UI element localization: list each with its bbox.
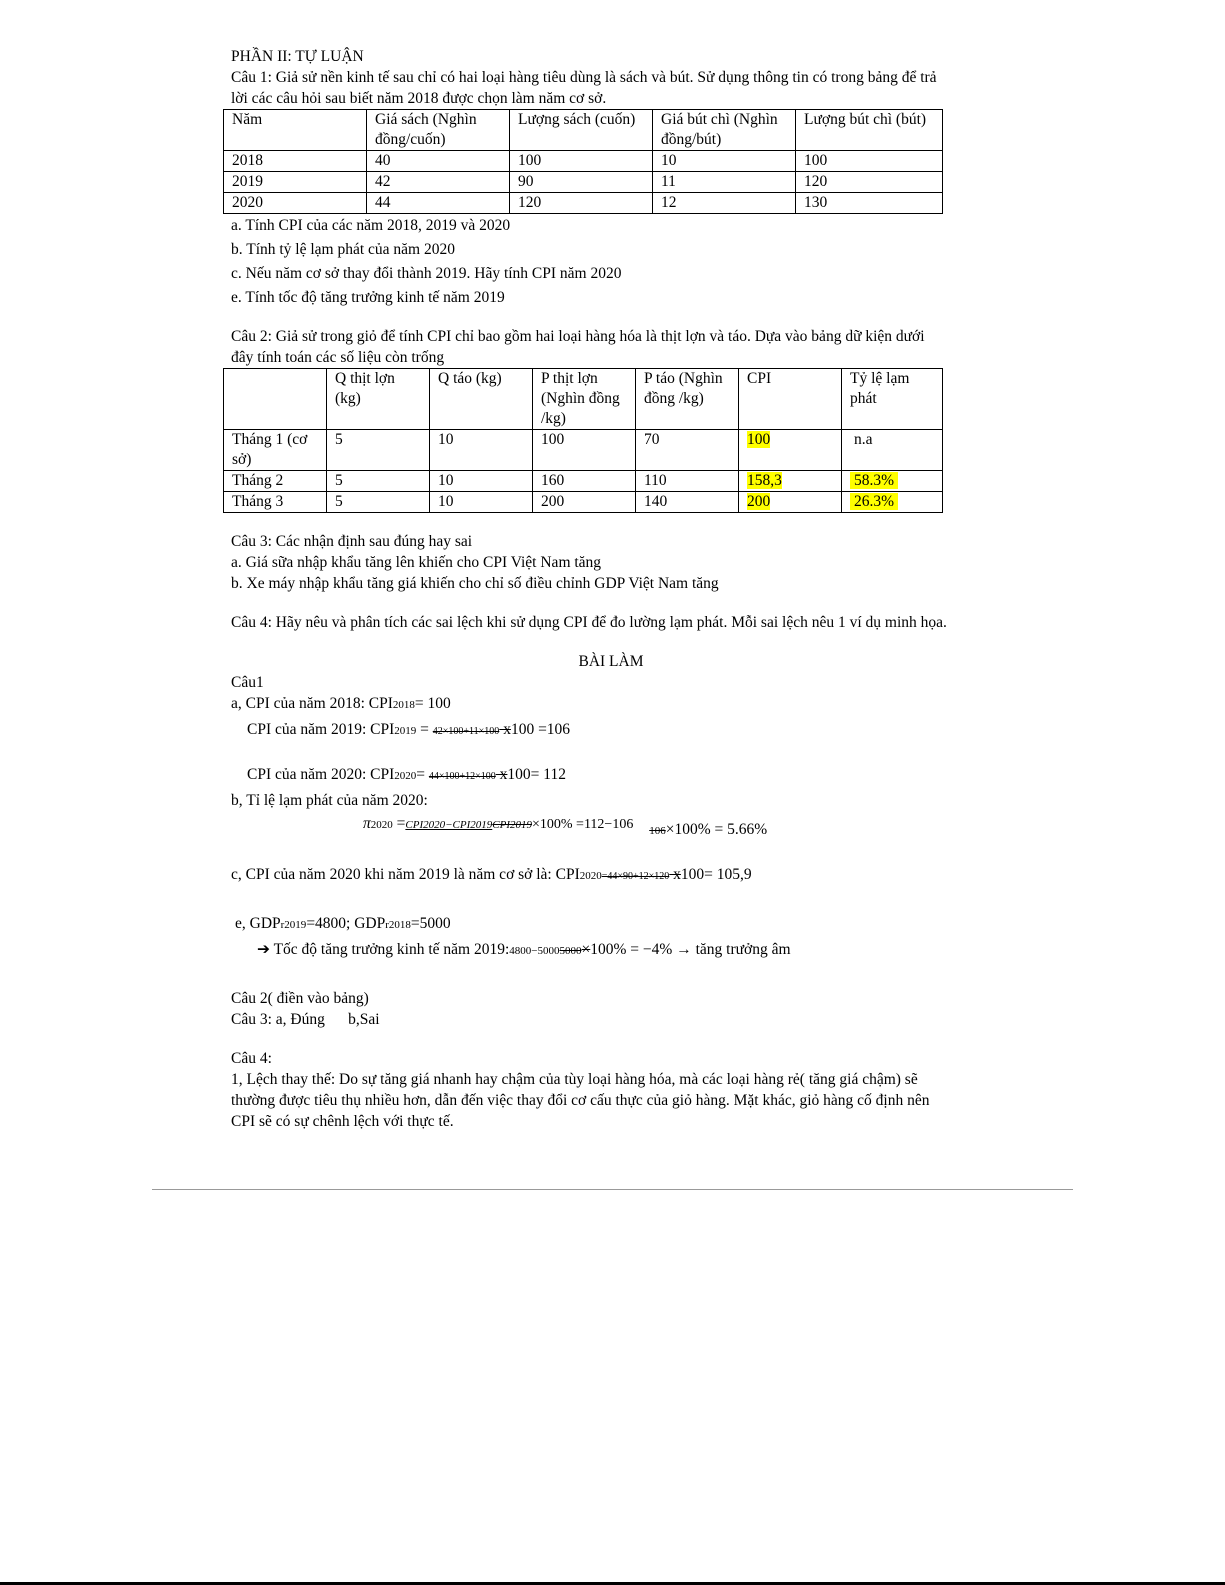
cpi-2020-line: CPI của năm 2020: CPI2020= 44×100+12×100 x100= 112 <box>247 766 566 783</box>
table-cell: 2020 <box>224 193 367 214</box>
answer-cau4-p3: CPI sẽ có sự chênh lệch với thực tế. <box>231 1113 454 1130</box>
q1-table <box>223 109 943 214</box>
gdp-line <box>231 913 991 936</box>
header-cell: Lượng sách (cuốn) <box>510 110 653 151</box>
header-cell: Q thịt lợn (kg) <box>327 369 430 430</box>
highlighted-value: 26.3% <box>850 493 898 510</box>
fraction-text: =44×90+12×120 <box>601 871 670 882</box>
answer-cau4: Câu 4: <box>231 1050 272 1067</box>
inflation-value: ×100% = 5.66% <box>665 821 768 838</box>
cpi-2018-value: = 100 <box>414 695 451 712</box>
gdp-end: =5000 <box>410 915 451 932</box>
q2-table <box>223 368 943 513</box>
table-row <box>224 151 943 172</box>
cpi-2019-label: CPI của năm 2019: CPI <box>247 721 395 738</box>
subscript: r2019 <box>280 919 307 931</box>
spacer <box>231 887 991 913</box>
q4-text: Câu 4: Hãy nêu và phân tích các sai lệch khi sử dụng CPI để đo lường lạm phát. Mỗi sai lệch nêu 1 ví dụ minh họa. <box>231 614 947 631</box>
table-cell: 110 <box>636 471 739 492</box>
cpi-base2019-line: c, CPI của năm 2020 khi năm 2019 là năm cơ sở là: CPI2020=44×90+12×120 x100= 105,9 <box>231 866 752 883</box>
q1-text-line2: lời các câu hỏi sau biết năm 2018 được chọn làm năm cơ sở. <box>231 90 607 107</box>
cpi-2020-value: 100= 112 <box>507 766 566 783</box>
table-cell: 10 <box>430 471 533 492</box>
q3-item-b: b. Xe máy nhập khẩu tăng giá khiến cho chỉ số điều chỉnh GDP Việt Nam tăng <box>231 575 719 592</box>
answer-cau2: Câu 2( điền vào bảng) <box>231 990 369 1007</box>
equals-sign: = <box>396 815 406 832</box>
part-title: PHẦN II: TỰ LUẬN <box>231 48 364 65</box>
table-cell: 160 <box>533 471 636 492</box>
q1-item-e: e. Tính tốc độ tăng trưởng kinh tế năm 2019 <box>231 289 505 306</box>
highlighted-value: 200 <box>747 493 771 510</box>
header-cell: Giá bút chì (Nghìn đồng/bút) <box>653 110 796 151</box>
table-cell: 100 <box>796 151 943 172</box>
pi-symbol: π <box>363 815 371 832</box>
cpi-2019-value: 100 =106 <box>510 721 571 738</box>
table-cell: 2019 <box>224 172 367 193</box>
header-cell: Tỷ lệ lạm phát <box>842 369 943 430</box>
cpi-base2019-value: 100= 105,9 <box>680 866 752 883</box>
fraction-text: 44×100+12×100 <box>428 771 496 782</box>
header-cell: CPI <box>739 369 842 430</box>
answer-title: BÀI LÀM <box>578 653 644 670</box>
table-cell: 11 <box>653 172 796 193</box>
table-cell: 140 <box>636 492 739 513</box>
q1-item-a: a. Tính CPI của các năm 2018, 2019 và 2020 <box>231 217 511 234</box>
inflation-formula <box>231 813 991 836</box>
cpi-base2019-label: c, CPI của năm 2020 khi năm 2019 là năm cơ sở là: CPI <box>231 866 580 883</box>
q3-item-a: a. Giá sữa nhập khẩu tăng lên khiến cho CPI Việt Nam tăng <box>231 554 602 571</box>
gdp-label: e, GDP <box>235 915 281 932</box>
header-cell: P táo (Nghìn đồng /kg) <box>636 369 739 430</box>
fraction-text: 42×100+11×100 <box>432 726 500 737</box>
spacer <box>231 594 991 612</box>
subscript: r2018 <box>385 919 411 931</box>
cpi-2018-line <box>231 693 991 716</box>
answer-cau4-p1: 1, Lệch thay thế: Do sự tăng giá nhanh hay chậm của tùy loại hàng hóa, mà các loại hàng rẻ( tăng giá chậm) sẽ <box>231 1071 918 1088</box>
table-cell: Tháng 1 (cơ sở) <box>224 430 327 471</box>
table-header-row <box>224 369 943 430</box>
q1-item-b: b. Tính tỷ lệ lạm phát của năm 2020 <box>231 241 455 258</box>
header-cell: P thịt lợn (Nghìn đồng /kg) <box>533 369 636 430</box>
spacer <box>231 1030 991 1048</box>
table-cell: 10 <box>430 430 533 471</box>
table-cell <box>739 471 842 492</box>
table-cell: 10 <box>430 492 533 513</box>
highlighted-value: 58.3% <box>850 472 898 489</box>
subscript: 2020 <box>394 770 417 782</box>
highlighted-value: 158,3 <box>747 472 782 489</box>
table-cell: Tháng 2 <box>224 471 327 492</box>
table-cell: 5 <box>327 471 430 492</box>
answer-cau3: Câu 3: a, Đúng b,Sai <box>231 1011 380 1028</box>
q1-text-line1: Câu 1: Giả sử nền kinh tế sau chỉ có hai loại hàng tiêu dùng là sách và bút. Sử dụng thông tin có trong bảng để trả <box>231 69 937 86</box>
fraction-text: 106 <box>649 825 666 837</box>
spacer <box>231 308 991 326</box>
q2-text-line1: Câu 2: Giả sử trong giỏ để tính CPI chỉ bao gồm hai loại hàng hóa là thịt lợn và táo. Dựa vào bảng dữ kiện dưới <box>231 328 925 345</box>
q3-text: Câu 3: Các nhận định sau đúng hay sai <box>231 533 473 550</box>
table-cell: Tháng 3 <box>224 492 327 513</box>
table-cell: 44 <box>367 193 510 214</box>
table-cell: 100 <box>533 430 636 471</box>
fraction-text: 5000 <box>559 945 582 957</box>
table-header-row <box>224 110 943 151</box>
fraction-text: CPI2020−CPI2019 <box>405 819 493 831</box>
table-cell <box>739 430 842 471</box>
growth-value: 100% = −4% → tăng trưởng âm <box>590 941 791 958</box>
header-cell: Năm <box>224 110 367 151</box>
answer-cau4-p2: thường được tiêu thụ nhiều hơn, dẫn đến việc thay đổi cơ cấu thực của giỏ hàng. Mặt khác, giỏ hàng cố định nên <box>231 1092 930 1109</box>
inflation-label: b, Tỉ lệ lạm phát của năm 2020: <box>231 792 428 809</box>
table-cell: 130 <box>796 193 943 214</box>
subscript: 2018 <box>392 699 415 711</box>
header-cell: Lượng bút chì (bút) <box>796 110 943 151</box>
q2-text-line2: đây tính toán các số liệu còn trống <box>231 349 445 366</box>
spacer <box>231 633 991 651</box>
table-row <box>224 492 943 513</box>
table-cell: 200 <box>533 492 636 513</box>
growth-label: ➔ Tốc độ tăng trưởng kinh tế năm 2019: <box>257 941 510 958</box>
table-row <box>224 172 943 193</box>
document-page <box>231 46 991 1132</box>
table-cell: 2018 <box>224 151 367 172</box>
table-cell: 90 <box>510 172 653 193</box>
table-cell: 12 <box>653 193 796 214</box>
cpi-2018-label: a, CPI của năm 2018: CPI <box>231 695 393 712</box>
gdp-mid: =4800; GDP <box>306 915 386 932</box>
spacer <box>231 962 991 988</box>
table-cell: 10 <box>653 151 796 172</box>
q1-item-c: c. Nếu năm cơ sở thay đổi thành 2019. Hãy tính CPI năm 2020 <box>231 265 622 282</box>
header-cell <box>224 369 327 430</box>
table-cell: 100 <box>510 151 653 172</box>
fraction-text: 4800−5000 <box>509 945 560 957</box>
table-cell: 70 <box>636 430 739 471</box>
table-row <box>224 193 943 214</box>
spacer <box>231 742 991 764</box>
table-cell <box>842 471 943 492</box>
table-cell <box>739 492 842 513</box>
subscript: 2020 <box>579 870 602 882</box>
table-cell: 5 <box>327 492 430 513</box>
table-cell: 120 <box>796 172 943 193</box>
header-cell: Q táo (kg) <box>430 369 533 430</box>
highlighted-value: 100 <box>747 431 771 448</box>
cpi-2020-label: CPI của năm 2020: CPI <box>247 766 395 783</box>
table-cell: n.a <box>842 430 943 471</box>
header-cell: Giá sách (Nghìn đồng/cuốn) <box>367 110 510 151</box>
fraction-text: CPI2019 <box>492 819 532 831</box>
table-cell: 42 <box>367 172 510 193</box>
answer-cau1: Câu1 <box>231 674 264 691</box>
table-cell <box>842 492 943 513</box>
table-cell: 5 <box>327 430 430 471</box>
cpi-2019-line: CPI của năm 2019: CPI2019 = 42×100+11×100 x100 =106 <box>247 721 571 738</box>
subscript: 2019 <box>394 725 417 737</box>
growth-line: ➔ Tốc độ tăng trưởng kinh tế năm 2019:4800−50005000×100% = −4% → tăng trưởng âm <box>257 941 791 958</box>
table-cell: 40 <box>367 151 510 172</box>
spacer <box>231 513 991 531</box>
subscript: 2020 <box>370 819 393 831</box>
spacer <box>231 836 991 864</box>
table-cell: 120 <box>510 193 653 214</box>
page-separator <box>152 1189 1073 1190</box>
table-row <box>224 430 943 471</box>
fraction-text: ×100% =112−106 <box>532 817 634 832</box>
table-row <box>224 471 943 492</box>
